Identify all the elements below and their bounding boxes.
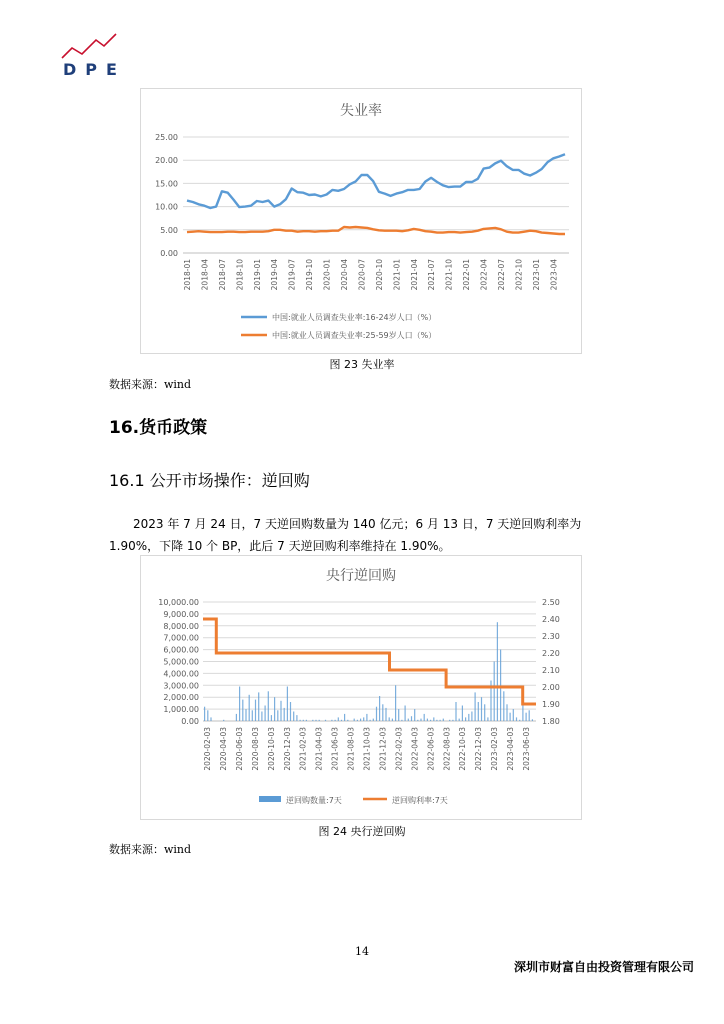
volume-bar <box>430 720 431 721</box>
y-left-tick-label: 0.00 <box>181 717 199 726</box>
body-paragraph <box>109 513 629 557</box>
volume-bar <box>433 717 434 721</box>
volume-bar <box>370 720 371 721</box>
x-tick-label: 2020-08-03 <box>250 727 260 771</box>
volume-bar <box>223 720 224 721</box>
volume-bar <box>389 717 390 721</box>
volume-bar <box>306 720 307 721</box>
volume-bar <box>494 662 495 722</box>
y-right-tick-label: 2.50 <box>542 598 560 607</box>
x-tick-label: 2018-04 <box>200 259 210 291</box>
volume-bar <box>519 720 520 721</box>
volume-bar <box>341 720 342 721</box>
x-tick-label: 2022-12-03 <box>474 727 484 771</box>
volume-bar <box>424 714 425 721</box>
volume-bar <box>379 696 380 721</box>
volume-bar <box>236 714 237 721</box>
x-tick-label: 2023-02-03 <box>490 727 500 771</box>
x-tick-label: 2020-04-03 <box>218 727 228 771</box>
x-tick-label: 2022-10-03 <box>458 727 468 771</box>
volume-bar <box>366 714 367 721</box>
figure-24-source: 数据来源：wind <box>109 843 192 856</box>
volume-bar <box>258 692 259 721</box>
volume-bar <box>529 710 530 721</box>
volume-bar <box>363 717 364 721</box>
x-tick-label: 2021-10 <box>444 259 454 291</box>
x-tick-label: 2020-01 <box>322 259 332 291</box>
x-tick-label: 2023-01 <box>531 259 541 291</box>
volume-bar <box>277 710 278 721</box>
volume-bar <box>449 720 450 721</box>
figure-23-caption: 图 23 失业率 <box>329 358 395 371</box>
legend-label-2: 逆回购利率:7天 <box>392 796 448 805</box>
volume-bar <box>360 719 361 721</box>
x-tick-label: 2020-04 <box>340 259 350 291</box>
y-right-tick-label: 2.40 <box>542 615 560 624</box>
volume-bar <box>408 719 409 721</box>
volume-bar <box>265 706 266 722</box>
x-tick-label: 2022-01 <box>462 259 472 291</box>
volume-bar <box>513 709 514 721</box>
y-left-tick-label: 1,000.00 <box>163 705 199 715</box>
volume-bar <box>468 714 469 721</box>
volume-bar <box>532 719 533 721</box>
x-tick-label: 2022-04-03 <box>410 727 420 771</box>
volume-bar <box>331 720 332 721</box>
volume-bar <box>319 720 320 721</box>
volume-bar <box>417 720 418 721</box>
x-tick-label: 2021-01 <box>392 259 402 291</box>
x-tick-label: 2020-07 <box>357 259 367 291</box>
y-tick-label: 15.00 <box>155 179 178 189</box>
x-tick-label: 2019-10 <box>305 259 315 291</box>
volume-bar <box>411 716 412 721</box>
volume-bar <box>427 719 428 721</box>
volume-bar <box>357 720 358 721</box>
volume-bar <box>290 702 291 721</box>
volume-bar <box>395 685 396 721</box>
volume-bar <box>398 709 399 721</box>
volume-bar <box>255 700 256 721</box>
volume-bar <box>443 719 444 721</box>
y-left-tick-label: 6,000.00 <box>163 645 199 655</box>
x-tick-label: 2022-04 <box>479 259 489 291</box>
volume-bar <box>500 650 501 721</box>
y-tick-label: 20.00 <box>155 156 178 166</box>
legend-label-1: 逆回购数量:7天 <box>286 796 342 805</box>
volume-bar <box>471 712 472 722</box>
x-tick-label: 2020-12-03 <box>282 727 292 771</box>
x-tick-label: 2019-07 <box>287 259 297 291</box>
volume-bar <box>497 622 498 721</box>
x-tick-label: 2023-04-03 <box>506 727 516 771</box>
volume-bar <box>284 708 285 721</box>
volume-bar <box>261 712 262 722</box>
chart-title: 央行逆回购 <box>326 568 396 584</box>
volume-bar <box>303 720 304 721</box>
x-tick-label: 2019-01 <box>252 259 262 291</box>
y-left-tick-label: 10,000.00 <box>158 598 199 607</box>
unemployment-chart <box>140 88 582 354</box>
volume-bar <box>455 702 456 721</box>
volume-bar <box>271 715 272 721</box>
volume-bar <box>354 719 355 721</box>
y-left-tick-label: 8,000.00 <box>163 621 199 631</box>
volume-bar <box>315 720 316 721</box>
unemployment-chart-svg <box>141 89 581 353</box>
volume-bar <box>296 715 297 721</box>
figure-23-source: 数据来源：wind <box>109 378 192 391</box>
x-tick-label: 2020-06-03 <box>234 727 244 771</box>
volume-bar <box>293 712 294 722</box>
volume-bar <box>335 720 336 721</box>
volume-bar <box>420 719 421 721</box>
volume-bar <box>440 720 441 721</box>
logo-text: DPE <box>63 60 126 79</box>
volume-bar <box>373 719 374 721</box>
x-tick-label: 2022-06-03 <box>426 727 436 771</box>
y-tick-label: 25.00 <box>155 133 178 142</box>
volume-bar <box>484 704 485 721</box>
x-tick-label: 2021-08-03 <box>346 727 356 771</box>
x-tick-label: 2020-02-03 <box>203 727 212 771</box>
x-tick-label: 2022-07 <box>497 259 507 291</box>
y-left-tick-label: 9,000.00 <box>163 609 199 619</box>
volume-bar <box>252 710 253 721</box>
x-tick-label: 2021-07 <box>427 259 437 291</box>
volume-bar <box>526 713 527 721</box>
figure-24-caption: 图 24 央行逆回购 <box>318 825 406 838</box>
company-name: 深圳市财富自由投资管理有限公司 <box>513 960 694 974</box>
y-tick-label: 0.00 <box>160 249 178 258</box>
volume-bar <box>459 719 460 721</box>
series-line-2 <box>187 227 565 234</box>
y-right-tick-label: 2.30 <box>542 632 560 641</box>
volume-bar <box>347 720 348 721</box>
subsection-heading: 16.1 公开市场操作：逆回购 <box>109 471 310 490</box>
volume-bar <box>436 720 437 721</box>
volume-bar <box>376 707 377 721</box>
volume-bar <box>245 709 246 721</box>
y-tick-label: 10.00 <box>155 202 178 212</box>
volume-bar <box>382 704 383 721</box>
volume-bar <box>385 708 386 721</box>
x-tick-label: 2022-08-03 <box>442 727 452 771</box>
volume-bar <box>300 720 301 721</box>
volume-bar <box>475 692 476 721</box>
volume-bar <box>516 717 517 721</box>
paragraph-text: 2023 年 7 月 24 日，7 天逆回购数量为 140 亿元；6 月 13 日，7 天逆回购利率为 1.90%，下降 10 个 BP，此后 7 天逆回购利率维持在 1.90%。 <box>109 517 582 553</box>
y-left-tick-label: 3,000.00 <box>163 681 199 691</box>
y-tick-label: 5.00 <box>160 225 178 235</box>
y-left-tick-label: 7,000.00 <box>163 633 199 643</box>
volume-bar <box>280 701 281 721</box>
x-tick-label: 2020-10-03 <box>266 727 276 771</box>
series-line-1 <box>187 154 565 208</box>
x-tick-label: 2020-10 <box>374 259 384 291</box>
y-left-tick-label: 4,000.00 <box>163 669 199 679</box>
volume-bar <box>503 691 504 721</box>
volume-bar <box>462 706 463 722</box>
legend-label-2: 中国:就业人员调查失业率:25-59岁人口（%） <box>272 331 437 340</box>
page-number: 14 <box>355 945 369 958</box>
x-tick-label: 2022-02-03 <box>394 727 404 771</box>
volume-bar <box>510 713 511 721</box>
volume-bar <box>414 709 415 721</box>
volume-bar <box>401 720 402 721</box>
x-tick-label: 2023-04 <box>549 259 559 291</box>
volume-bar <box>239 687 240 722</box>
x-tick-label: 2021-02-03 <box>298 727 308 771</box>
reverse-repo-chart-svg <box>141 556 581 819</box>
section-heading: 16.货币政策 <box>109 418 208 438</box>
y-left-tick-label: 2,000.00 <box>163 693 199 703</box>
volume-bar <box>204 707 205 721</box>
x-tick-label: 2021-06-03 <box>330 727 340 771</box>
volume-bar <box>478 702 479 721</box>
y-right-tick-label: 2.00 <box>542 683 560 692</box>
y-right-tick-label: 2.20 <box>542 649 560 658</box>
volume-bar <box>344 714 345 721</box>
x-tick-label: 2018-07 <box>217 259 227 291</box>
volume-bar <box>287 687 288 722</box>
volume-bar <box>481 697 482 721</box>
volume-bar <box>207 710 208 721</box>
chart-title: 失业率 <box>340 103 382 119</box>
x-tick-label: 2022-10 <box>514 259 524 291</box>
volume-bar <box>465 717 466 721</box>
y-right-tick-label: 1.80 <box>542 717 560 726</box>
volume-bar <box>242 700 243 721</box>
x-tick-label: 2021-04 <box>409 259 419 291</box>
volume-bar <box>506 704 507 721</box>
volume-bar <box>452 720 453 721</box>
x-tick-label: 2021-12-03 <box>378 727 388 771</box>
volume-bar <box>392 719 393 721</box>
reverse-repo-chart <box>140 555 582 820</box>
volume-bar <box>210 717 211 721</box>
x-tick-label: 2021-10-03 <box>362 727 372 771</box>
volume-bar <box>325 720 326 721</box>
volume-bar <box>268 691 269 721</box>
volume-bar <box>312 720 313 721</box>
x-tick-label: 2019-04 <box>270 259 280 291</box>
y-right-tick-label: 1.90 <box>542 700 560 709</box>
volume-bar <box>487 717 488 721</box>
x-tick-label: 2021-04-03 <box>314 727 324 771</box>
x-tick-label: 2018-01 <box>183 259 192 291</box>
y-right-tick-label: 2.10 <box>542 666 560 675</box>
x-tick-label: 2018-10 <box>235 259 245 291</box>
volume-bar <box>338 717 339 721</box>
x-tick-label: 2023-06-03 <box>522 727 531 771</box>
y-left-tick-label: 5,000.00 <box>163 657 199 667</box>
legend-swatch-1 <box>259 796 281 802</box>
volume-bar <box>249 695 250 721</box>
legend-label-1: 中国:就业人员调查失业率:16-24岁人口（%） <box>272 313 437 322</box>
volume-bar <box>274 697 275 721</box>
volume-bar <box>405 706 406 722</box>
